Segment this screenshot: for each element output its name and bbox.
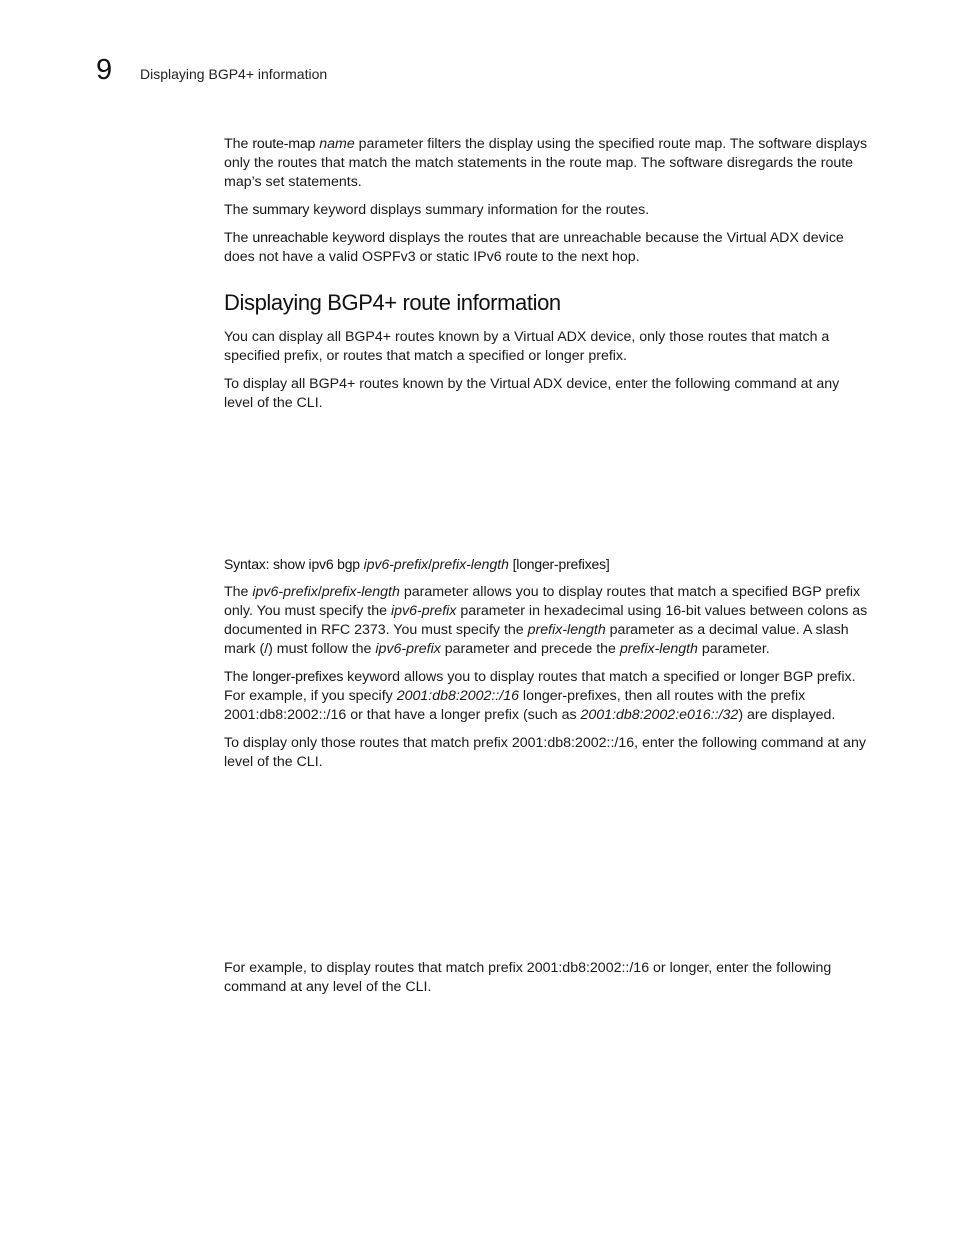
text: keyword allows you to display routes that match a specified or longer BGP prefix. For example, if you specify — [224, 669, 856, 704]
keyword-route-map: route-map — [252, 136, 316, 152]
param: 2001:db8:2002::/16 — [396, 688, 519, 704]
keyword-unreachable: unreachable — [252, 230, 329, 246]
cli-example-space — [224, 422, 868, 555]
syntax-param-prefix: ipv6-prefix — [363, 556, 429, 572]
param: prefix-length — [619, 641, 698, 657]
paragraph-summary — [224, 201, 868, 220]
param: ipv6-prefix — [375, 641, 441, 657]
cli-example-space — [224, 781, 868, 959]
text: parameter. — [697, 641, 770, 657]
text: parameter filters the display using the specified route map. The software displays only the routes that match the match statements in the route map. The software disregards the route map’s set statements. — [224, 136, 868, 190]
text: longer-prefixes, then all routes with the prefix 2001:db8:2002::/16 or that have a longer prefix (such as — [224, 688, 806, 723]
keyword-longer-prefixes: longer-prefixes — [252, 669, 344, 685]
paragraph-longer-prefixes — [224, 668, 868, 725]
running-header: Displaying BGP4+ information — [140, 66, 328, 82]
paragraph-display-all: To display all BGP4+ routes known by the Virtual ADX device, enter the following command at any level of the CLI. — [224, 376, 840, 411]
text: parameter as a decimal value. A slash mark (/) must follow the — [224, 622, 849, 657]
param: prefix-length — [321, 584, 400, 600]
keyword-summary: summary — [252, 202, 310, 218]
paragraph-prefix-param — [224, 583, 868, 659]
param: ipv6-prefix — [252, 584, 318, 600]
param: 2001:db8:2002:e016::/32 — [580, 707, 739, 723]
chapter-number: 9 — [96, 54, 113, 86]
param: ipv6-prefix — [390, 603, 457, 619]
text: keyword displays the routes that are unreachable because the Virtual ADX device does not have a valid OSPFv3 or static IPv6 route to the next hop. — [224, 230, 844, 265]
text: / — [317, 584, 322, 600]
text: The — [224, 230, 253, 246]
text: The — [224, 202, 253, 218]
syntax-slash: / — [428, 556, 432, 572]
paragraph-route-map — [224, 135, 868, 192]
param-name: name — [319, 136, 355, 152]
text: The — [224, 584, 253, 600]
page-body — [224, 135, 868, 1006]
section-title: Displaying BGP4+ route information — [224, 290, 561, 315]
syntax-line — [224, 555, 868, 574]
syntax-label: Syntax: show ipv6 bgp — [224, 556, 364, 572]
paragraph-match-prefix: To display only those routes that match prefix 2001:db8:2002::/16, enter the following command at any level of the CLI. — [224, 735, 866, 770]
text: parameter and precede the — [440, 641, 620, 657]
text: keyword displays summary information for the routes. — [309, 202, 650, 218]
param: prefix-length — [527, 622, 606, 638]
text: The — [224, 136, 253, 152]
paragraph-intro: You can display all BGP4+ routes known by a Virtual ADX device, only those routes that match a specified prefix, or routes that match a specified or longer prefix. — [224, 329, 830, 364]
syntax-param-length: prefix-length — [431, 556, 509, 572]
paragraph-longer-example: For example, to display routes that match prefix 2001:db8:2002::/16 or longer, enter the following command at any level of the CLI. — [224, 960, 832, 995]
text: parameter in hexadecimal using 16-bit values between colons as documented in RFC 2373. You must specify the — [224, 603, 868, 638]
paragraph-unreachable — [224, 229, 868, 267]
text: The — [224, 669, 253, 685]
text: parameter allows you to display routes that match a specified BGP prefix only. You must specify the — [224, 584, 861, 619]
text: ) are displayed. — [738, 707, 836, 723]
syntax-option: [longer-prefixes] — [508, 556, 610, 572]
